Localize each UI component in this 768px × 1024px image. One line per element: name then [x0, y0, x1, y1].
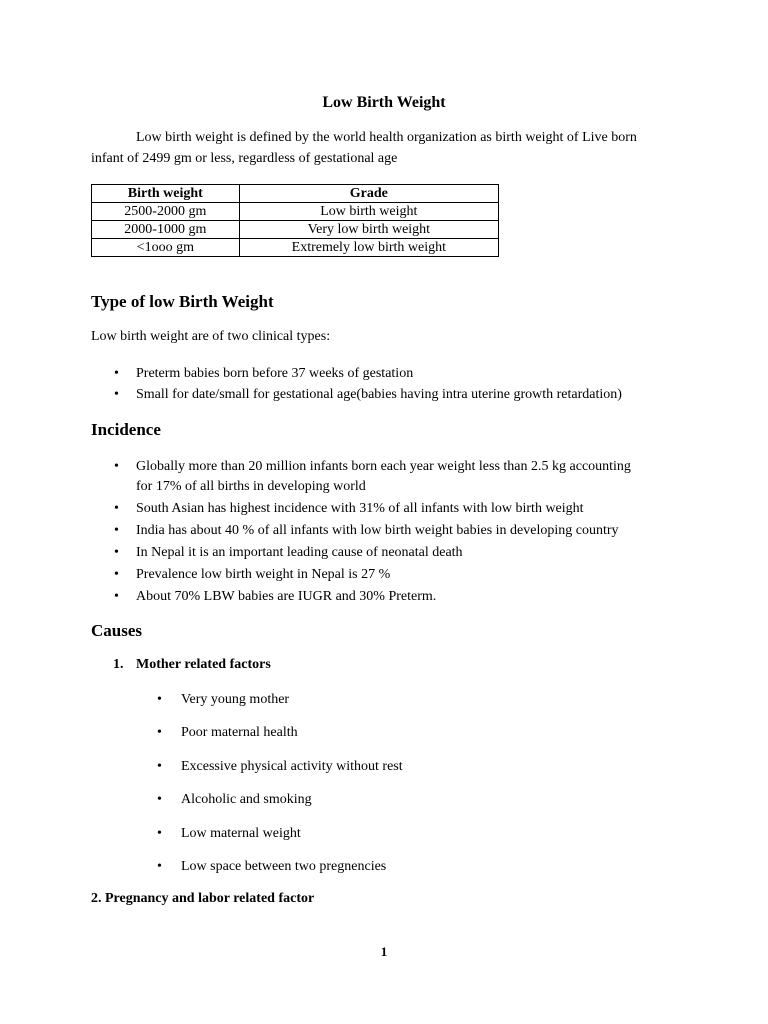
list-item — [91, 457, 631, 477]
list-item — [136, 824, 403, 857]
incidence-list — [91, 457, 631, 609]
mother-factors-heading: Mother related factors — [136, 657, 271, 672]
list-item — [91, 521, 631, 541]
table-header-grade: Grade — [239, 185, 498, 203]
list-item-text: Small for date/small for gestational age(babies having intra uterine growth retardation) — [136, 387, 622, 402]
types-heading: Type of low Birth Weight — [91, 292, 274, 311]
bullet-icon: • — [157, 692, 162, 707]
birth-weight-table — [91, 184, 499, 257]
table-row — [92, 221, 499, 239]
list-item-text: for 17% of all births in developing world — [136, 479, 366, 494]
mother-factors-list — [136, 690, 403, 890]
list-item-continuation — [91, 477, 631, 497]
pregnancy-factors-heading: 2. Pregnancy and labor related factor — [91, 891, 315, 906]
list-item — [136, 723, 403, 756]
bullet-icon: • — [114, 366, 119, 381]
bullet-icon: • — [114, 387, 119, 402]
list-item — [91, 499, 631, 519]
list-item — [91, 565, 631, 585]
table-cell: Extremely low birth weight — [239, 239, 498, 257]
bullet-icon: • — [114, 589, 119, 604]
page-number: 1 — [380, 944, 388, 959]
list-item-text: Excessive physical activity without rest — [181, 758, 403, 774]
bullet-icon: • — [114, 567, 119, 582]
table-row — [92, 203, 499, 221]
bullet-icon: • — [114, 459, 119, 474]
list-item-text: About 70% LBW babies are IUGR and 30% Preterm. — [136, 589, 437, 604]
causes-heading: Causes — [91, 621, 143, 640]
list-item-text: India has about 40 % of all infants with low birth weight babies in developing country — [136, 523, 619, 538]
list-item — [136, 857, 403, 890]
mother-factors-number: 1. — [113, 657, 124, 672]
bullet-icon: • — [157, 725, 162, 741]
list-item — [136, 790, 403, 823]
list-item-text: In Nepal it is an important leading cause of neonatal death — [136, 545, 463, 560]
types-list — [91, 364, 622, 405]
table-cell: Very low birth weight — [239, 221, 498, 239]
incidence-heading: Incidence — [91, 420, 161, 439]
intro-line-2: infant of 2499 gm or less, regardless of gestational age — [91, 151, 398, 166]
list-item-text: Low maternal weight — [181, 825, 301, 841]
table-row — [92, 239, 499, 257]
table-header-row — [92, 185, 499, 203]
list-item — [91, 587, 631, 607]
types-intro: Low birth weight are of two clinical types: — [91, 329, 331, 344]
list-item-text: South Asian has highest incidence with 31% of all infants with low birth weight — [136, 501, 584, 516]
bullet-icon: • — [157, 858, 162, 874]
list-item-text: Preterm babies born before 37 weeks of gestation — [136, 366, 414, 381]
bullet-icon: • — [114, 501, 119, 516]
list-item — [91, 385, 622, 405]
list-item — [136, 690, 403, 723]
table-cell: 2000-1000 gm — [92, 221, 240, 239]
bullet-icon: • — [157, 758, 162, 774]
bullet-icon: • — [114, 523, 119, 538]
table-cell: <1ooo gm — [92, 239, 240, 257]
intro-line-1: Low birth weight is defined by the world health organization as birth weight of Live born — [136, 130, 637, 145]
list-item-text: Globally more than 20 million infants born each year weight less than 2.5 kg accounting — [136, 459, 631, 474]
bullet-icon: • — [114, 545, 119, 560]
document-title: Low Birth Weight — [322, 94, 446, 111]
list-item-text: Alcoholic and smoking — [181, 792, 312, 808]
table-cell: 2500-2000 gm — [92, 203, 240, 221]
list-item — [91, 364, 622, 385]
bullet-icon: • — [157, 825, 162, 841]
table-header-birth-weight: Birth weight — [92, 185, 240, 203]
bullet-icon: • — [157, 792, 162, 808]
list-item — [91, 543, 631, 563]
list-item-text: Low space between two pregnencies — [181, 858, 387, 874]
list-item-text: Prevalence low birth weight in Nepal is 27 % — [136, 567, 391, 582]
table-cell: Low birth weight — [239, 203, 498, 221]
list-item-text: Poor maternal health — [181, 725, 298, 741]
list-item — [136, 757, 403, 790]
list-item-text: Very young mother — [181, 692, 290, 707]
